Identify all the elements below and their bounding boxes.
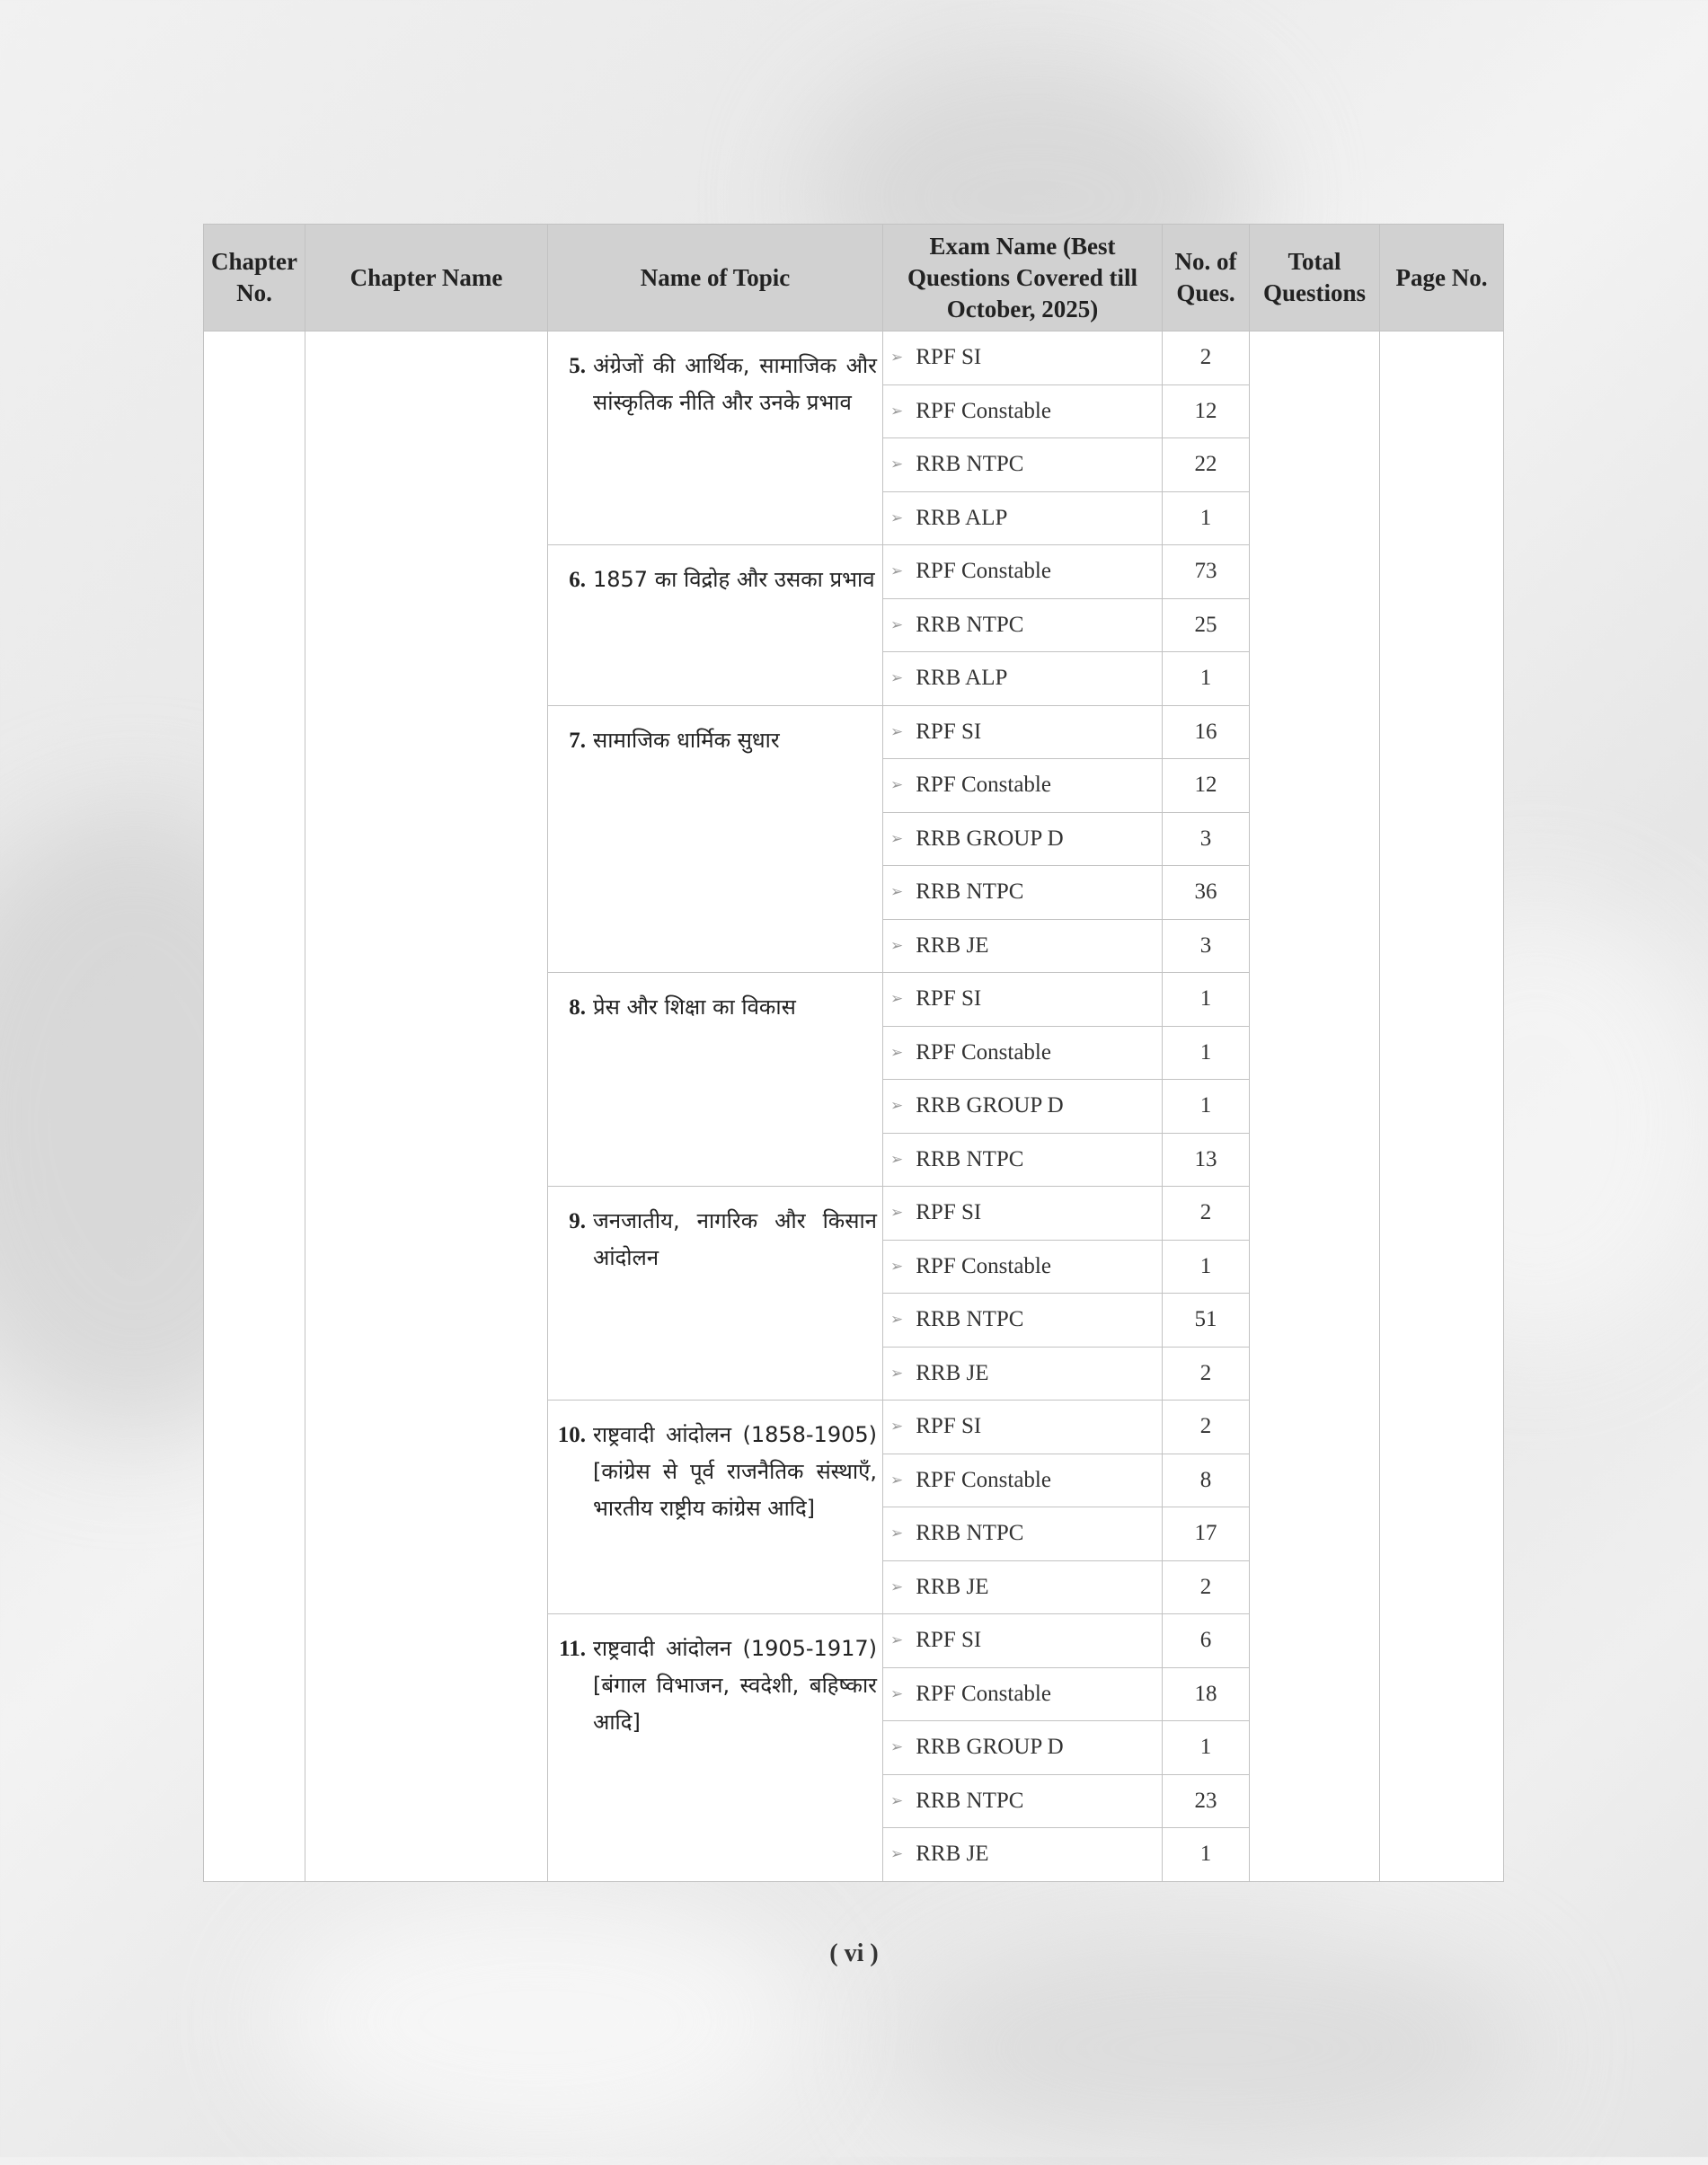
question-count: 1 xyxy=(1163,1240,1250,1294)
question-count: 1 xyxy=(1163,1721,1250,1775)
arrowhead-icon: ➢ xyxy=(890,669,904,687)
arrowhead-icon: ➢ xyxy=(890,936,904,954)
topic-cell xyxy=(548,545,883,706)
topic-cell xyxy=(548,1614,883,1882)
exam-cell xyxy=(883,1774,1163,1828)
arrowhead-icon: ➢ xyxy=(890,1631,904,1649)
table-body xyxy=(204,331,1504,1882)
topic-name: राष्ट्रवादी आंदोलन (1905-1917) [बंगाल विभाजन, स्वदेशी, बहिष्कार आदि] xyxy=(593,1636,877,1735)
exam-cell xyxy=(883,1507,1163,1561)
exam-cell xyxy=(883,1026,1163,1080)
topic-cell xyxy=(548,973,883,1187)
exam-cell xyxy=(883,1240,1163,1294)
topic xyxy=(557,1417,877,1527)
exam-name: RRB JE xyxy=(916,1360,989,1385)
topic-name: राष्ट्रवादी आंदोलन (1858-1905) [कांग्रेस से पूर्व राजनैतिक संस्थाएँ, भारतीय राष्ट्रीय कांग्रेस आदि] xyxy=(593,1422,877,1521)
question-count: 8 xyxy=(1163,1454,1250,1507)
exam-name: RRB GROUP D xyxy=(916,826,1064,851)
chapter-name-cell xyxy=(305,331,548,1882)
exam-name: RPF SI xyxy=(916,1628,982,1653)
exam-name: RPF Constable xyxy=(916,773,1051,798)
arrowhead-icon: ➢ xyxy=(890,1577,904,1595)
exam-cell xyxy=(883,705,1163,759)
question-count: 1 xyxy=(1163,491,1250,545)
arrowhead-icon: ➢ xyxy=(890,1257,904,1275)
exam-cell xyxy=(883,1133,1163,1187)
exam-name: RPF SI xyxy=(916,1200,982,1225)
question-count: 2 xyxy=(1163,1187,1250,1241)
exam-cell xyxy=(883,919,1163,973)
topic-number: 10. xyxy=(557,1423,586,1447)
question-count: 6 xyxy=(1163,1614,1250,1668)
exam-cell xyxy=(883,1294,1163,1348)
background-highlight xyxy=(270,1887,809,2156)
question-count: 1 xyxy=(1163,973,1250,1027)
exam-name: RRB GROUP D xyxy=(916,1735,1064,1760)
exam-name: RPF Constable xyxy=(916,1467,1051,1492)
exam-name: RRB JE xyxy=(916,1842,989,1867)
topic xyxy=(557,722,877,759)
exam-name: RPF Constable xyxy=(916,1039,1051,1065)
question-count: 2 xyxy=(1163,1560,1250,1614)
topic-cell xyxy=(548,1187,883,1401)
arrowhead-icon: ➢ xyxy=(890,1043,904,1061)
header-page-no: Page No. xyxy=(1380,225,1504,331)
topic xyxy=(557,561,877,598)
exam-cell xyxy=(883,652,1163,706)
question-count: 3 xyxy=(1163,812,1250,866)
question-count: 36 xyxy=(1163,866,1250,920)
arrowhead-icon: ➢ xyxy=(890,1097,904,1115)
exam-name: RRB NTPC xyxy=(916,452,1024,477)
exam-cell xyxy=(883,1080,1163,1134)
arrowhead-icon: ➢ xyxy=(890,990,904,1008)
arrowhead-icon: ➢ xyxy=(890,402,904,420)
question-count: 1 xyxy=(1163,1828,1250,1882)
exam-name: RPF Constable xyxy=(916,398,1051,423)
topic-number: 6. xyxy=(569,568,586,592)
exam-cell xyxy=(883,1828,1163,1882)
question-count: 1 xyxy=(1163,1026,1250,1080)
arrowhead-icon: ➢ xyxy=(890,1311,904,1329)
question-count: 2 xyxy=(1163,1401,1250,1454)
arrowhead-icon: ➢ xyxy=(890,1791,904,1809)
topic-name: प्रेस और शिक्षा का विकास xyxy=(593,994,796,1020)
question-count: 23 xyxy=(1163,1774,1250,1828)
topic xyxy=(557,989,877,1026)
arrowhead-icon: ➢ xyxy=(890,1684,904,1702)
arrowhead-icon: ➢ xyxy=(890,1738,904,1756)
arrowhead-icon: ➢ xyxy=(890,508,904,526)
exam-name: RRB NTPC xyxy=(916,612,1024,637)
topic-name: जनजातीय, नागरिक और किसान आंदोलन xyxy=(593,1208,877,1270)
exam-name: RRB JE xyxy=(916,1574,989,1599)
exam-name: RRB ALP xyxy=(916,505,1008,530)
arrowhead-icon: ➢ xyxy=(890,455,904,473)
exam-cell xyxy=(883,384,1163,438)
exam-name: RRB NTPC xyxy=(916,879,1024,905)
exam-name: RRB NTPC xyxy=(916,1307,1024,1332)
question-count: 12 xyxy=(1163,384,1250,438)
topic-number: 9. xyxy=(569,1209,586,1233)
topic-name: सामाजिक धार्मिक सुधार xyxy=(593,727,780,753)
arrowhead-icon: ➢ xyxy=(890,1364,904,1382)
topic-name: अंग्रेजों की आर्थिक, सामाजिक और सांस्कृतिक नीति और उनके प्रभाव xyxy=(593,353,877,415)
page-number: ( vi ) xyxy=(829,1940,879,1967)
exam-cell xyxy=(883,812,1163,866)
question-count: 18 xyxy=(1163,1667,1250,1721)
exam-name: RRB JE xyxy=(916,932,989,958)
arrowhead-icon: ➢ xyxy=(890,883,904,901)
topic-number: 7. xyxy=(569,728,586,753)
exam-cell xyxy=(883,1401,1163,1454)
exam-name: RRB NTPC xyxy=(916,1521,1024,1546)
header-no-of-ques: No. of Ques. xyxy=(1163,225,1250,331)
exam-name: RPF Constable xyxy=(916,1253,1051,1278)
exam-cell xyxy=(883,759,1163,813)
exam-cell xyxy=(883,1614,1163,1668)
question-count: 1 xyxy=(1163,652,1250,706)
question-count: 51 xyxy=(1163,1294,1250,1348)
arrowhead-icon: ➢ xyxy=(890,776,904,794)
arrowhead-icon: ➢ xyxy=(890,1524,904,1542)
exam-cell xyxy=(883,1347,1163,1401)
arrowhead-icon: ➢ xyxy=(890,1845,904,1863)
exam-name: RRB ALP xyxy=(916,666,1008,691)
exam-cell xyxy=(883,866,1163,920)
question-count: 73 xyxy=(1163,545,1250,599)
exam-name: RPF SI xyxy=(916,345,982,370)
question-count: 2 xyxy=(1163,331,1250,385)
arrowhead-icon: ➢ xyxy=(890,1150,904,1168)
exam-name: RRB GROUP D xyxy=(916,1093,1064,1118)
arrowhead-icon: ➢ xyxy=(890,562,904,580)
header-chapter-name: Chapter Name xyxy=(305,225,548,331)
exam-cell xyxy=(883,438,1163,492)
header-exam-name: Exam Name (Best Questions Covered till October, 2025) xyxy=(883,225,1163,331)
exam-cell xyxy=(883,598,1163,652)
exam-name: RPF SI xyxy=(916,1414,982,1439)
header-total-questions: Total Questions xyxy=(1250,225,1380,331)
contents-table xyxy=(203,224,1504,1882)
exam-cell xyxy=(883,1187,1163,1241)
exam-name: RPF Constable xyxy=(916,559,1051,584)
exam-cell xyxy=(883,973,1163,1027)
arrowhead-icon: ➢ xyxy=(890,615,904,633)
table-row xyxy=(204,331,1504,385)
topic xyxy=(557,348,877,421)
topic-name: 1857 का विद्रोह और उसका प्रभाव xyxy=(593,567,875,592)
arrowhead-icon: ➢ xyxy=(890,349,904,367)
topic-number: 11. xyxy=(559,1637,586,1661)
chapter-no-cell xyxy=(204,331,305,1882)
exam-cell xyxy=(883,1560,1163,1614)
exam-cell xyxy=(883,331,1163,385)
question-count: 1 xyxy=(1163,1080,1250,1134)
topic xyxy=(557,1630,877,1741)
question-count: 12 xyxy=(1163,759,1250,813)
topic-number: 8. xyxy=(569,995,586,1020)
exam-cell xyxy=(883,491,1163,545)
question-count: 25 xyxy=(1163,598,1250,652)
page-no-cell xyxy=(1380,331,1504,1882)
exam-cell xyxy=(883,545,1163,599)
exam-name: RPF Constable xyxy=(916,1681,1051,1706)
topic-number: 5. xyxy=(569,354,586,378)
question-count: 16 xyxy=(1163,705,1250,759)
topic-cell xyxy=(548,331,883,545)
table-header xyxy=(204,225,1504,331)
topic-cell xyxy=(548,1401,883,1614)
arrowhead-icon: ➢ xyxy=(890,1418,904,1436)
exam-name: RRB NTPC xyxy=(916,1146,1024,1171)
total-questions-cell xyxy=(1250,331,1380,1882)
header-topic: Name of Topic xyxy=(548,225,883,331)
exam-cell xyxy=(883,1667,1163,1721)
arrowhead-icon: ➢ xyxy=(890,1204,904,1222)
exam-cell xyxy=(883,1454,1163,1507)
exam-name: RRB NTPC xyxy=(916,1788,1024,1813)
exam-cell xyxy=(883,1721,1163,1775)
question-count: 13 xyxy=(1163,1133,1250,1187)
exam-name: RPF SI xyxy=(916,719,982,744)
topic xyxy=(557,1203,877,1277)
topic-cell xyxy=(548,705,883,973)
arrowhead-icon: ➢ xyxy=(890,1471,904,1489)
question-count: 22 xyxy=(1163,438,1250,492)
question-count: 2 xyxy=(1163,1347,1250,1401)
question-count: 17 xyxy=(1163,1507,1250,1561)
header-chapter-no: Chapter No. xyxy=(204,225,305,331)
exam-name: RPF SI xyxy=(916,986,982,1012)
arrowhead-icon: ➢ xyxy=(890,829,904,847)
question-count: 3 xyxy=(1163,919,1250,973)
arrowhead-icon: ➢ xyxy=(890,722,904,740)
